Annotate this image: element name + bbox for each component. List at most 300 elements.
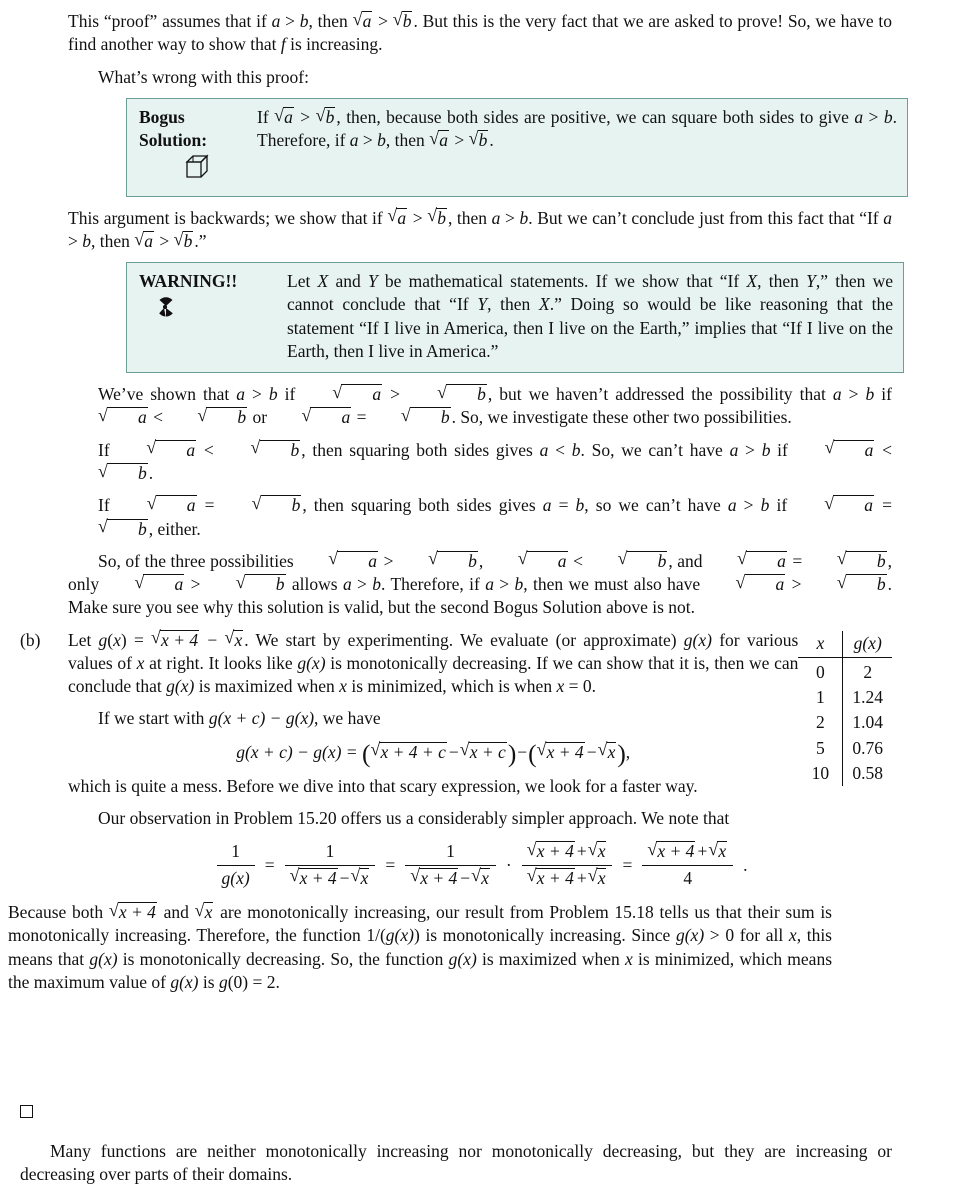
- b-text-5: is monotonically decreasing. If we can show that it is, then we can conclude that: [68, 652, 799, 697]
- sqrt-b: [316, 106, 336, 129]
- sqrt-b: [222, 494, 302, 517]
- var-x: x: [556, 676, 565, 697]
- sqrt-b-inner: b: [261, 495, 302, 516]
- var-a: a: [491, 207, 501, 228]
- radical-glyph: √: [134, 571, 145, 592]
- b-text-2: . We start by experimenting. We evaluate (or approximate): [244, 629, 684, 650]
- radical-glyph: √: [429, 127, 439, 148]
- case1-text-9: .: [148, 462, 154, 483]
- sqrt-x-plus-4-plus-c: [370, 741, 446, 764]
- sqrt-a-inner: a: [397, 207, 407, 228]
- var-f: f: [280, 34, 286, 55]
- radical-glyph: √: [836, 571, 847, 592]
- part-b-label: (b): [20, 629, 41, 650]
- sqrt-inner: x + 4: [118, 901, 156, 922]
- intro-text-6: is increasing.: [285, 34, 383, 55]
- sqrt-x-plus-4: [151, 629, 199, 652]
- case1-text-4: <: [548, 439, 572, 460]
- frac-num: √ x + 4 + √ x: [642, 840, 733, 865]
- radical-glyph: √: [536, 739, 547, 760]
- sqrt-x-plus-4: [527, 867, 575, 890]
- radical-glyph: √: [459, 739, 470, 760]
- eq1-lhs: g(x + c) − g(x) =: [236, 741, 358, 762]
- aw-text-2: >: [244, 384, 269, 405]
- closing-paragraph: [20, 1140, 892, 1187]
- func-gx: g(x): [448, 948, 477, 969]
- sqrt-b: [469, 129, 489, 152]
- sqrt-inner: x + 4: [657, 841, 695, 862]
- var-b: b: [571, 439, 581, 460]
- radical-glyph: √: [617, 548, 628, 569]
- sqrt-a: [104, 573, 184, 596]
- radical-glyph: √: [370, 739, 381, 760]
- warning-title: WARNING!!: [139, 271, 238, 292]
- sqrt-a-inner: a: [107, 407, 148, 428]
- radical-glyph: √: [98, 516, 108, 537]
- var-a: a: [727, 495, 737, 516]
- sqrt-b-inner: b: [107, 519, 148, 540]
- radical-glyph: √: [98, 460, 108, 481]
- bogus-text-8: >: [449, 130, 469, 151]
- intro-text-5: . But this is the very fact that we are asked to prove! So, we have to find another way to show that: [68, 11, 893, 55]
- b5-text-7: is monotonically decreasing. So, the function: [117, 948, 449, 969]
- func-gx: g(x): [675, 925, 705, 946]
- concl-text-15: . Make sure you see why this solution is valid, but the second Bogus Solution above is not.: [68, 574, 892, 618]
- var-x: x: [113, 629, 121, 650]
- sqrt-x-plus-4: [527, 840, 575, 863]
- sqrt-a: [302, 383, 382, 406]
- after-bogus-paragraph: [68, 207, 892, 254]
- case1-text-6: >: [738, 439, 762, 460]
- sqrt-b: [174, 230, 194, 253]
- case1-text-5: . So, we can’t have: [580, 439, 730, 460]
- paren-open: (: [362, 739, 371, 768]
- concl-text-1: So, of the three possibilities: [98, 550, 299, 571]
- radical-glyph: √: [427, 205, 437, 226]
- after-bogus-text-3: , then: [447, 207, 492, 228]
- bogus-text-7: , then: [385, 130, 430, 151]
- var-a: a: [342, 574, 352, 595]
- sqrt-a: [387, 207, 407, 230]
- b5-text-9: is minimized, which means the maximum value of: [8, 948, 833, 992]
- radical-glyph: √: [197, 405, 208, 426]
- part-b-paragraph-1: [68, 629, 892, 699]
- cell-gx: 0.58: [852, 762, 883, 783]
- sqrt-inner: x: [481, 867, 489, 888]
- sqrt-a: [68, 406, 148, 429]
- warning-text-3: be mathematical statements. If we show that “If: [377, 271, 747, 292]
- warning-body: [287, 270, 893, 363]
- radical-glyph: √: [708, 839, 719, 860]
- case-equal-paragraph: [68, 494, 892, 541]
- concl-text-4: <: [568, 550, 588, 571]
- warning-text-7: .” Doing so would be like reasoning that the statement “If I live in America, then I live on the Earth,” implies that “If I live on the Earth, then I live in America.”: [287, 294, 893, 361]
- var-a: a: [729, 439, 739, 460]
- aw-text-8: <: [148, 407, 168, 428]
- b-text-equals: ) =: [120, 629, 152, 650]
- sqrt-inner: x: [718, 841, 727, 862]
- concl-text-2: >: [379, 550, 399, 571]
- sqrt-a-inner: a: [439, 130, 448, 151]
- part-b-paragraph-4: [68, 807, 892, 830]
- sqrt-b-inner: b: [402, 11, 412, 31]
- bogus-text-1: If: [257, 106, 275, 127]
- multiply-dot: ·: [505, 854, 512, 875]
- part-b-paragraph-3: [68, 775, 892, 798]
- func-gx: g(x): [683, 629, 712, 650]
- case2-text-8: =: [875, 495, 892, 516]
- var-b: b: [299, 11, 309, 31]
- b5-text-1: Because both: [8, 901, 109, 922]
- case2-text-3: , then squaring both sides gives: [302, 495, 543, 516]
- var-y: Y: [477, 294, 488, 315]
- sqrt-a-inner: a: [745, 574, 786, 595]
- sqrt-a: [707, 550, 787, 573]
- cell-x: 0: [798, 657, 843, 685]
- aw-text-4: >: [383, 384, 408, 405]
- radical-glyph: √: [224, 627, 235, 648]
- b-text-4: at right. It looks like: [144, 652, 298, 673]
- var-b: b: [865, 384, 875, 405]
- sqrt-x-plus-4: [109, 901, 157, 924]
- prompt-paragraph: [68, 66, 892, 89]
- var-b: b: [372, 574, 382, 595]
- var-x: X: [539, 294, 550, 315]
- frac-den: √ x + 4 − √ x: [405, 866, 496, 890]
- aw-text-7: if: [874, 384, 892, 405]
- var-a: a: [832, 384, 842, 405]
- var-x: X: [746, 271, 758, 292]
- frac-num: 1: [285, 840, 376, 865]
- radical-glyph: √: [151, 627, 161, 648]
- b5-text-5: > 0 for all: [704, 925, 789, 946]
- sqrt-a-inner: a: [833, 495, 874, 516]
- sqrt-a-inner: a: [156, 495, 197, 516]
- after-bogus-text-1: This argument is backwards; we show that if: [68, 207, 388, 228]
- sqrt-x: [588, 867, 607, 890]
- after-bogus-text-6: >: [68, 230, 83, 251]
- case2-text-2: =: [197, 495, 222, 516]
- sqrt-b-inner: b: [627, 551, 668, 572]
- sqrt-inner: x: [607, 741, 616, 762]
- sqrt-b: [221, 439, 301, 462]
- radical-glyph: √: [134, 228, 145, 249]
- var-b: b: [760, 495, 770, 516]
- values-table: [798, 631, 892, 787]
- b-paren-open: (: [107, 629, 114, 650]
- sqrt-b: [807, 573, 887, 596]
- concl-text-3: ,: [478, 550, 488, 571]
- case2-text-7: if: [769, 495, 795, 516]
- cell-x: 5: [798, 736, 843, 761]
- b5-text-11: (0) = 2.: [227, 971, 280, 992]
- radical-glyph: √: [468, 127, 479, 148]
- sqrt-a-inner: a: [337, 551, 378, 572]
- eq2-row: [68, 840, 892, 890]
- radical-glyph: √: [250, 437, 261, 458]
- sqrt-x-plus-4: [647, 840, 695, 863]
- b5-text-8: is maximized when: [476, 948, 625, 969]
- var-x: X: [317, 271, 329, 292]
- sqrt-a: [298, 550, 378, 573]
- table-row: [798, 710, 892, 735]
- bogus-text-9: .: [489, 130, 494, 151]
- warning-text-2: and: [328, 271, 368, 292]
- table-row: [798, 761, 892, 786]
- case2-text-5: , so we can’t have: [584, 495, 728, 516]
- frac-den: g(x): [221, 867, 250, 888]
- radical-glyph: √: [737, 548, 747, 569]
- after-bogus-text-9: .”: [194, 230, 207, 251]
- eq1-tail: ,: [625, 741, 631, 762]
- cell-gx: 1.04: [852, 712, 883, 733]
- sqrt-a-inner: a: [155, 440, 196, 461]
- sqrt-b-inner: b: [437, 207, 446, 228]
- intro-text-1: This “proof” assumes that if: [68, 11, 272, 31]
- concl-text-11: . Therefore, if: [381, 574, 486, 595]
- values-table-wrapper: [798, 631, 892, 787]
- frac-conjugate: [522, 840, 613, 890]
- sqrt-x-plus-4: [410, 867, 458, 890]
- sqrt-b-inner: b: [846, 551, 887, 572]
- equals-sign: =: [385, 854, 396, 875]
- period: .: [743, 854, 748, 875]
- part-b-paragraph-2: [68, 707, 892, 730]
- sqrt-b-inner: b: [206, 407, 247, 428]
- frac-den: √ x + 4 − √ x: [285, 866, 376, 890]
- concl-text-12: >: [493, 574, 515, 595]
- sqrt-a: [429, 129, 449, 152]
- sqrt-x: [351, 867, 370, 890]
- intro-text-4: >: [373, 11, 393, 31]
- paren-open: (: [528, 739, 537, 768]
- sqrt-b: [398, 550, 478, 573]
- bogus-solution-callout: [126, 98, 908, 197]
- sqrt-a: [794, 494, 874, 517]
- after-bogus-text-5: . But we can’t conclude just from this fact that “If: [528, 207, 884, 228]
- sqrt-inner: x + 4: [536, 841, 574, 862]
- sqrt-a: [271, 406, 351, 429]
- table-header-x: x: [798, 631, 843, 658]
- concl-text-10: >: [351, 574, 373, 595]
- b4-text: Our observation in Problem 15.20 offers us a considerably simpler approach. We note that: [98, 808, 730, 829]
- cell-x: 1: [798, 685, 843, 710]
- radical-glyph: √: [251, 492, 262, 513]
- func-gx: g(x): [170, 971, 199, 992]
- radical-glyph: √: [289, 865, 300, 886]
- sqrt-a-inner: a: [310, 407, 351, 428]
- radical-glyph: √: [587, 839, 598, 860]
- var-b: b: [519, 207, 529, 228]
- sqrt-a: [117, 494, 197, 517]
- sqrt-x: [598, 741, 617, 764]
- sqrt-x: [708, 840, 727, 863]
- sqrt-inner: x + 4: [299, 867, 337, 888]
- equals-sign: =: [622, 854, 633, 875]
- var-x: x: [625, 948, 633, 969]
- concl-text-14: >: [786, 574, 807, 595]
- sqrt-b: [68, 462, 148, 485]
- case1-text-8: <: [875, 439, 892, 460]
- var-a: a: [539, 439, 549, 460]
- sqrt-b-inner: b: [245, 574, 286, 595]
- b2-text-1: If we start with: [98, 708, 209, 729]
- radical-glyph: √: [824, 437, 835, 458]
- sqrt-a: [274, 106, 294, 129]
- sqrt-a: [488, 550, 568, 573]
- sqrt-inner: x: [597, 867, 606, 888]
- sqrt-b: [371, 406, 451, 429]
- body-column: [8, 8, 897, 1003]
- var-b: b: [514, 574, 524, 595]
- radiation-icon: [153, 296, 287, 324]
- frac-den: √ x + 4 + √ x: [522, 866, 613, 890]
- radical-glyph: √: [332, 381, 343, 402]
- sqrt-a: [353, 10, 373, 33]
- sqrt-b: [427, 207, 447, 230]
- case-less-paragraph: [68, 439, 892, 486]
- equals-sign: =: [264, 854, 275, 875]
- conclusion-paragraph: [68, 550, 892, 620]
- radical-glyph: √: [392, 8, 403, 29]
- cell-gx: 0.76: [852, 737, 883, 758]
- aw-text-11: . So, we investigate these other two possibilities.: [451, 407, 792, 428]
- var-a: a: [542, 495, 552, 516]
- radical-glyph: √: [471, 865, 481, 886]
- display-equation-2: [68, 840, 892, 890]
- table-header-gx: g(x): [843, 631, 892, 658]
- sqrt-b-inner: b: [410, 407, 451, 428]
- sqrt-b-inner: b: [260, 440, 301, 461]
- radical-glyph: √: [836, 548, 847, 569]
- sqrt-inner: x: [360, 867, 369, 888]
- func-gx: g(x): [89, 948, 118, 969]
- frac-den: 4: [683, 867, 693, 888]
- frac-result: [642, 840, 733, 890]
- radical-glyph: √: [517, 548, 528, 569]
- sqrt-a: [134, 230, 154, 253]
- warning-text-6: , then: [487, 294, 539, 315]
- sqrt-b-inner: b: [437, 551, 478, 572]
- concl-text-13: , then we must also have: [523, 574, 706, 595]
- intro-paragraph: [68, 10, 892, 57]
- sqrt-a-inner: a: [834, 440, 875, 461]
- var-y: Y: [806, 271, 816, 292]
- case1-text-2: <: [197, 439, 221, 460]
- b5-text-10: is: [198, 971, 219, 992]
- after-bogus-text-2: >: [408, 207, 428, 228]
- sqrt-b: [407, 383, 487, 406]
- concl-text-7: , only: [68, 550, 893, 595]
- radical-glyph: √: [400, 405, 411, 426]
- var-b: b: [575, 495, 585, 516]
- sqrt-inner: x: [204, 901, 213, 922]
- warning-callout: [126, 262, 904, 373]
- qed-box: [20, 1105, 33, 1118]
- var-y: Y: [367, 271, 378, 292]
- radical-glyph: √: [526, 865, 537, 886]
- paren-close: ): [617, 739, 626, 768]
- func-gx: g(x): [385, 925, 414, 946]
- after-bogus-text-7: , then: [91, 230, 135, 251]
- b-text-1: Let: [68, 629, 99, 650]
- case1-text-1: If: [98, 439, 117, 460]
- var-a: a: [236, 384, 245, 405]
- concl-text-6: =: [787, 550, 807, 571]
- frac-num: √ x + 4 + √ x: [522, 840, 613, 865]
- warning-text-4: , then: [757, 271, 807, 292]
- var-b: b: [377, 130, 386, 151]
- radical-glyph: √: [146, 437, 157, 458]
- b2-text-2: , we have: [314, 708, 381, 729]
- sqrt-a-inner: a: [746, 551, 787, 572]
- var-x: x: [788, 925, 797, 946]
- radical-glyph: √: [587, 865, 598, 886]
- b-text-3: for various values of: [68, 629, 799, 673]
- var-x: x: [136, 652, 145, 673]
- var-b: b: [883, 106, 893, 127]
- sqrt-b-inner: b: [107, 463, 148, 484]
- radical-glyph: √: [235, 571, 246, 592]
- sqrt-x-plus-c: [460, 741, 507, 764]
- sqrt-x: [471, 867, 490, 890]
- frac-num: 1: [217, 840, 255, 865]
- table-row: [798, 736, 892, 761]
- radical-glyph: √: [647, 839, 658, 860]
- cube-icon: [139, 154, 257, 186]
- b-text-6: is maximized when: [194, 676, 340, 697]
- case1-text-3: , then squaring both sides gives: [301, 439, 540, 460]
- cell-x: 10: [798, 761, 843, 786]
- sqrt-b: [807, 550, 887, 573]
- frac-num: 1: [405, 840, 496, 865]
- sqrt-b-inner: b: [325, 106, 335, 127]
- sqrt-inner: x + 4: [161, 629, 199, 650]
- warning-text-5: ,” then we cannot conclude that “If: [287, 271, 893, 315]
- case1-text-7: if: [770, 439, 795, 460]
- sqrt-inner: x + 4: [546, 741, 584, 762]
- bogus-text-4: >: [863, 106, 884, 127]
- radical-glyph: √: [274, 104, 284, 125]
- b-text-7: is minimized, which is when: [346, 676, 557, 697]
- sqrt-a-inner: a: [144, 230, 154, 251]
- var-x: x: [339, 676, 347, 697]
- sqrt-b-inner: b: [446, 384, 487, 405]
- bogus-solution-body: [257, 106, 897, 187]
- frac-1-over-diff-2: [405, 840, 496, 890]
- radical-glyph: √: [597, 739, 608, 760]
- b5-text-3: are monotonically increasing, our result from Problem 15.18 tells us that their sum is monotonically increasing. Therefore, the function 1/(: [8, 901, 832, 946]
- case2-text-6: >: [736, 495, 761, 516]
- radical-glyph: √: [735, 571, 746, 592]
- func-g: g: [98, 629, 108, 650]
- radical-glyph: √: [301, 405, 312, 426]
- radical-glyph: √: [526, 839, 537, 860]
- closing-text: Many functions are neither monotonically increasing nor monotonically decreasing, but they are increasing or decreasing over parts of their domains.: [20, 1141, 892, 1185]
- aw-text-1: We’ve shown that: [98, 384, 237, 405]
- var-a: a: [854, 106, 864, 127]
- concl-text-8: >: [185, 574, 206, 595]
- paren-close: ): [507, 739, 517, 768]
- b5-text-6: , this means that: [8, 925, 832, 969]
- cell-gx: 1.24: [852, 687, 883, 708]
- sqrt-inner: x: [234, 629, 243, 650]
- bogus-text-6: >: [358, 130, 378, 151]
- radical-glyph: √: [410, 865, 420, 886]
- intro-text-3: , then: [308, 11, 353, 31]
- sqrt-x: [224, 629, 243, 652]
- radical-glyph: √: [328, 548, 339, 569]
